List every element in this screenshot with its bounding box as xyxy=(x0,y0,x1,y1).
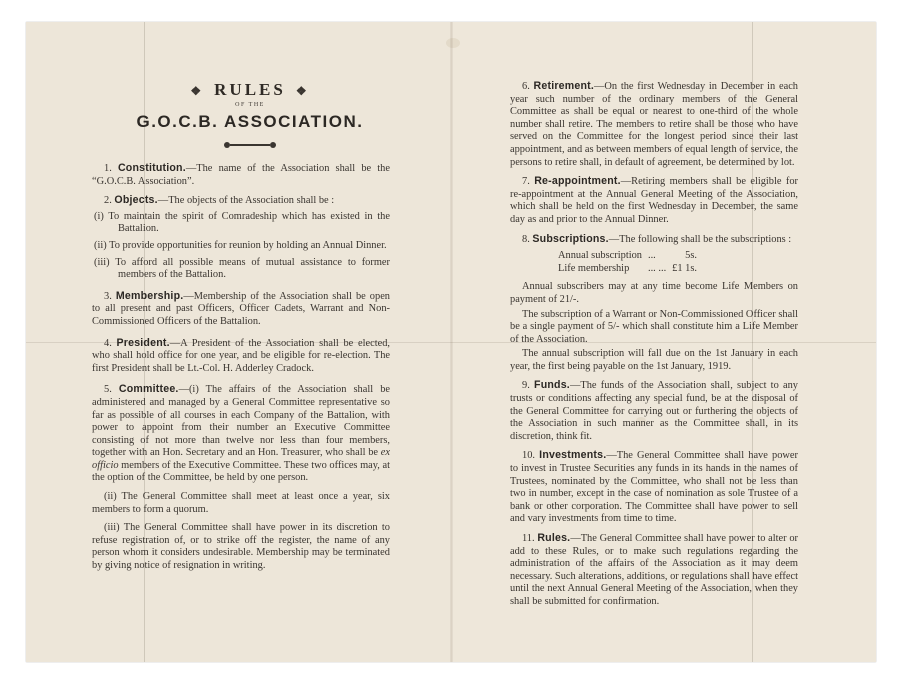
ornament-icon: ❖ xyxy=(190,84,205,98)
rule-5-iii: (iii) The General Committee shall have power in its discretion to refuse registration of, or to strike off the register, the name of any person whom it considers undesirable. Membership may be terminated by giving notice of resignation in writing. xyxy=(92,522,390,572)
rule-10: 10. Investments.—The General Committee shall have power to invest in Trustee Securities any funds in its hands in the names of Trustees, nominated by the Committee, who shall not be less than two in number, except in the case of nomination as sole Trustee of a bank or other corporation. The Committee shall have power to sell and vary investments from time to time. xyxy=(510,449,799,525)
rule-3: 3. Membership.—Membership of the Association shall be open to all present and past Officers, Officer Cadets, Warrant and Non-Commissioned Officers of the Battalion. xyxy=(92,289,391,327)
subscription-table xyxy=(558,250,703,275)
rule-8-p3: The subscription of a Warrant or Non-Commissioned Officer shall be a single payment of 5/- which shall constitute him a Life Member of the Association. xyxy=(510,308,798,345)
rule-4: 4. President.—A President of the Association shall be elected, who shall hold office for one year, and be eligible for re-election. The first President shall be Lt.-Col. H. Adderley Cradock. xyxy=(92,336,391,374)
rule-5-ii: (ii) The General Committee shall meet at least once a year, six members to form a quorum. xyxy=(92,491,390,515)
rule-2: 2. Objects.—The objects of the Association shall be : xyxy=(104,194,335,207)
rule-11: 11. Rules.—The General Committee shall have power to alter or add to these Rules, or to make such regulations regarding the administration of the affairs of the Association as it may deem necessary. Such alterations, additions, or regulations shall have effect until the next Annual General Meeting of the Association, when they shall be submitted for confirmation. xyxy=(510,532,798,607)
ornament-icon: ❖ xyxy=(295,84,310,98)
rule-8: 8. Subscriptions.—The following shall be the subscriptions : xyxy=(522,232,792,245)
rule-8-p2: Annual subscribers may at any time become Life Members on payment of 21/-. xyxy=(510,281,798,305)
rule-2-item: (i) To maintain the spirit of Comradeship which has existed in the Battalion. xyxy=(94,210,390,235)
rule-7: 7. Re-appointment.—Retiring members shall be eligible for re-appointment at the Annual General Meeting of the Association, which shall be held on the first Wednesday in December, the same day as and prior to the Annual Dinner. xyxy=(510,175,799,225)
table-row: Annual subscription ... 5s. xyxy=(558,250,697,262)
rule-6: 6. Retirement.—On the first Wednesday in December in each year such number of the ordinary members of the General Committee as shall be equal or nearest to one-third of the whole number shall retire. The members to retire shall be those who have served on the Committee for the longest period since their last appointment, and as between members of equal length of service, the persons to retire shall, in default of agreement, be determined by lot. xyxy=(510,80,798,168)
rule-8-p4: The annual subscription will fall due on the 1st January in each year, the first being payable on the 1st January, 1919. xyxy=(510,348,798,372)
right-column xyxy=(510,80,798,615)
rule-9: 9. Funds.—The funds of the Association shall, subject to any trusts or conditions affecting any special fund, be at the disposal of the General Committee for carrying out or furthering the objects of the Association in such manner as the Committee shall, in its discretion, think fit. xyxy=(510,379,798,442)
rule-1: 1. Constitution.—The name of the Association shall be the “G.O.C.B. Association”. xyxy=(92,162,390,187)
rules-title: ❖ RULES ❖ xyxy=(190,80,310,99)
rule-2-item: (iii) To afford all possible means of mutual assistance to former members of the Battalion. xyxy=(94,256,390,281)
association-title: G.O.C.B. ASSOCIATION. xyxy=(136,112,364,131)
table-row: Life membership ... ... £1 1s. xyxy=(558,262,697,274)
rule-2-item: (ii) To provide opportunities for reunion by holding an Annual Dinner. xyxy=(94,239,387,251)
of-the-label: OF THE xyxy=(235,102,265,108)
rule-5: 5. Committee.—(i) The affairs of the Association shall be administered and managed by a General Committee representative so far as possible of all courses in each Company of the Battalion, with power to appoint from their number an Executive Committee consisting of not more than twelve nor less than four members, together with an Hon. Secretary and an Hon. Treasurer, who shall be ex officio members of the Executive Committee. These two offices may, at the option of the Committee, be held by one person. xyxy=(92,383,391,484)
